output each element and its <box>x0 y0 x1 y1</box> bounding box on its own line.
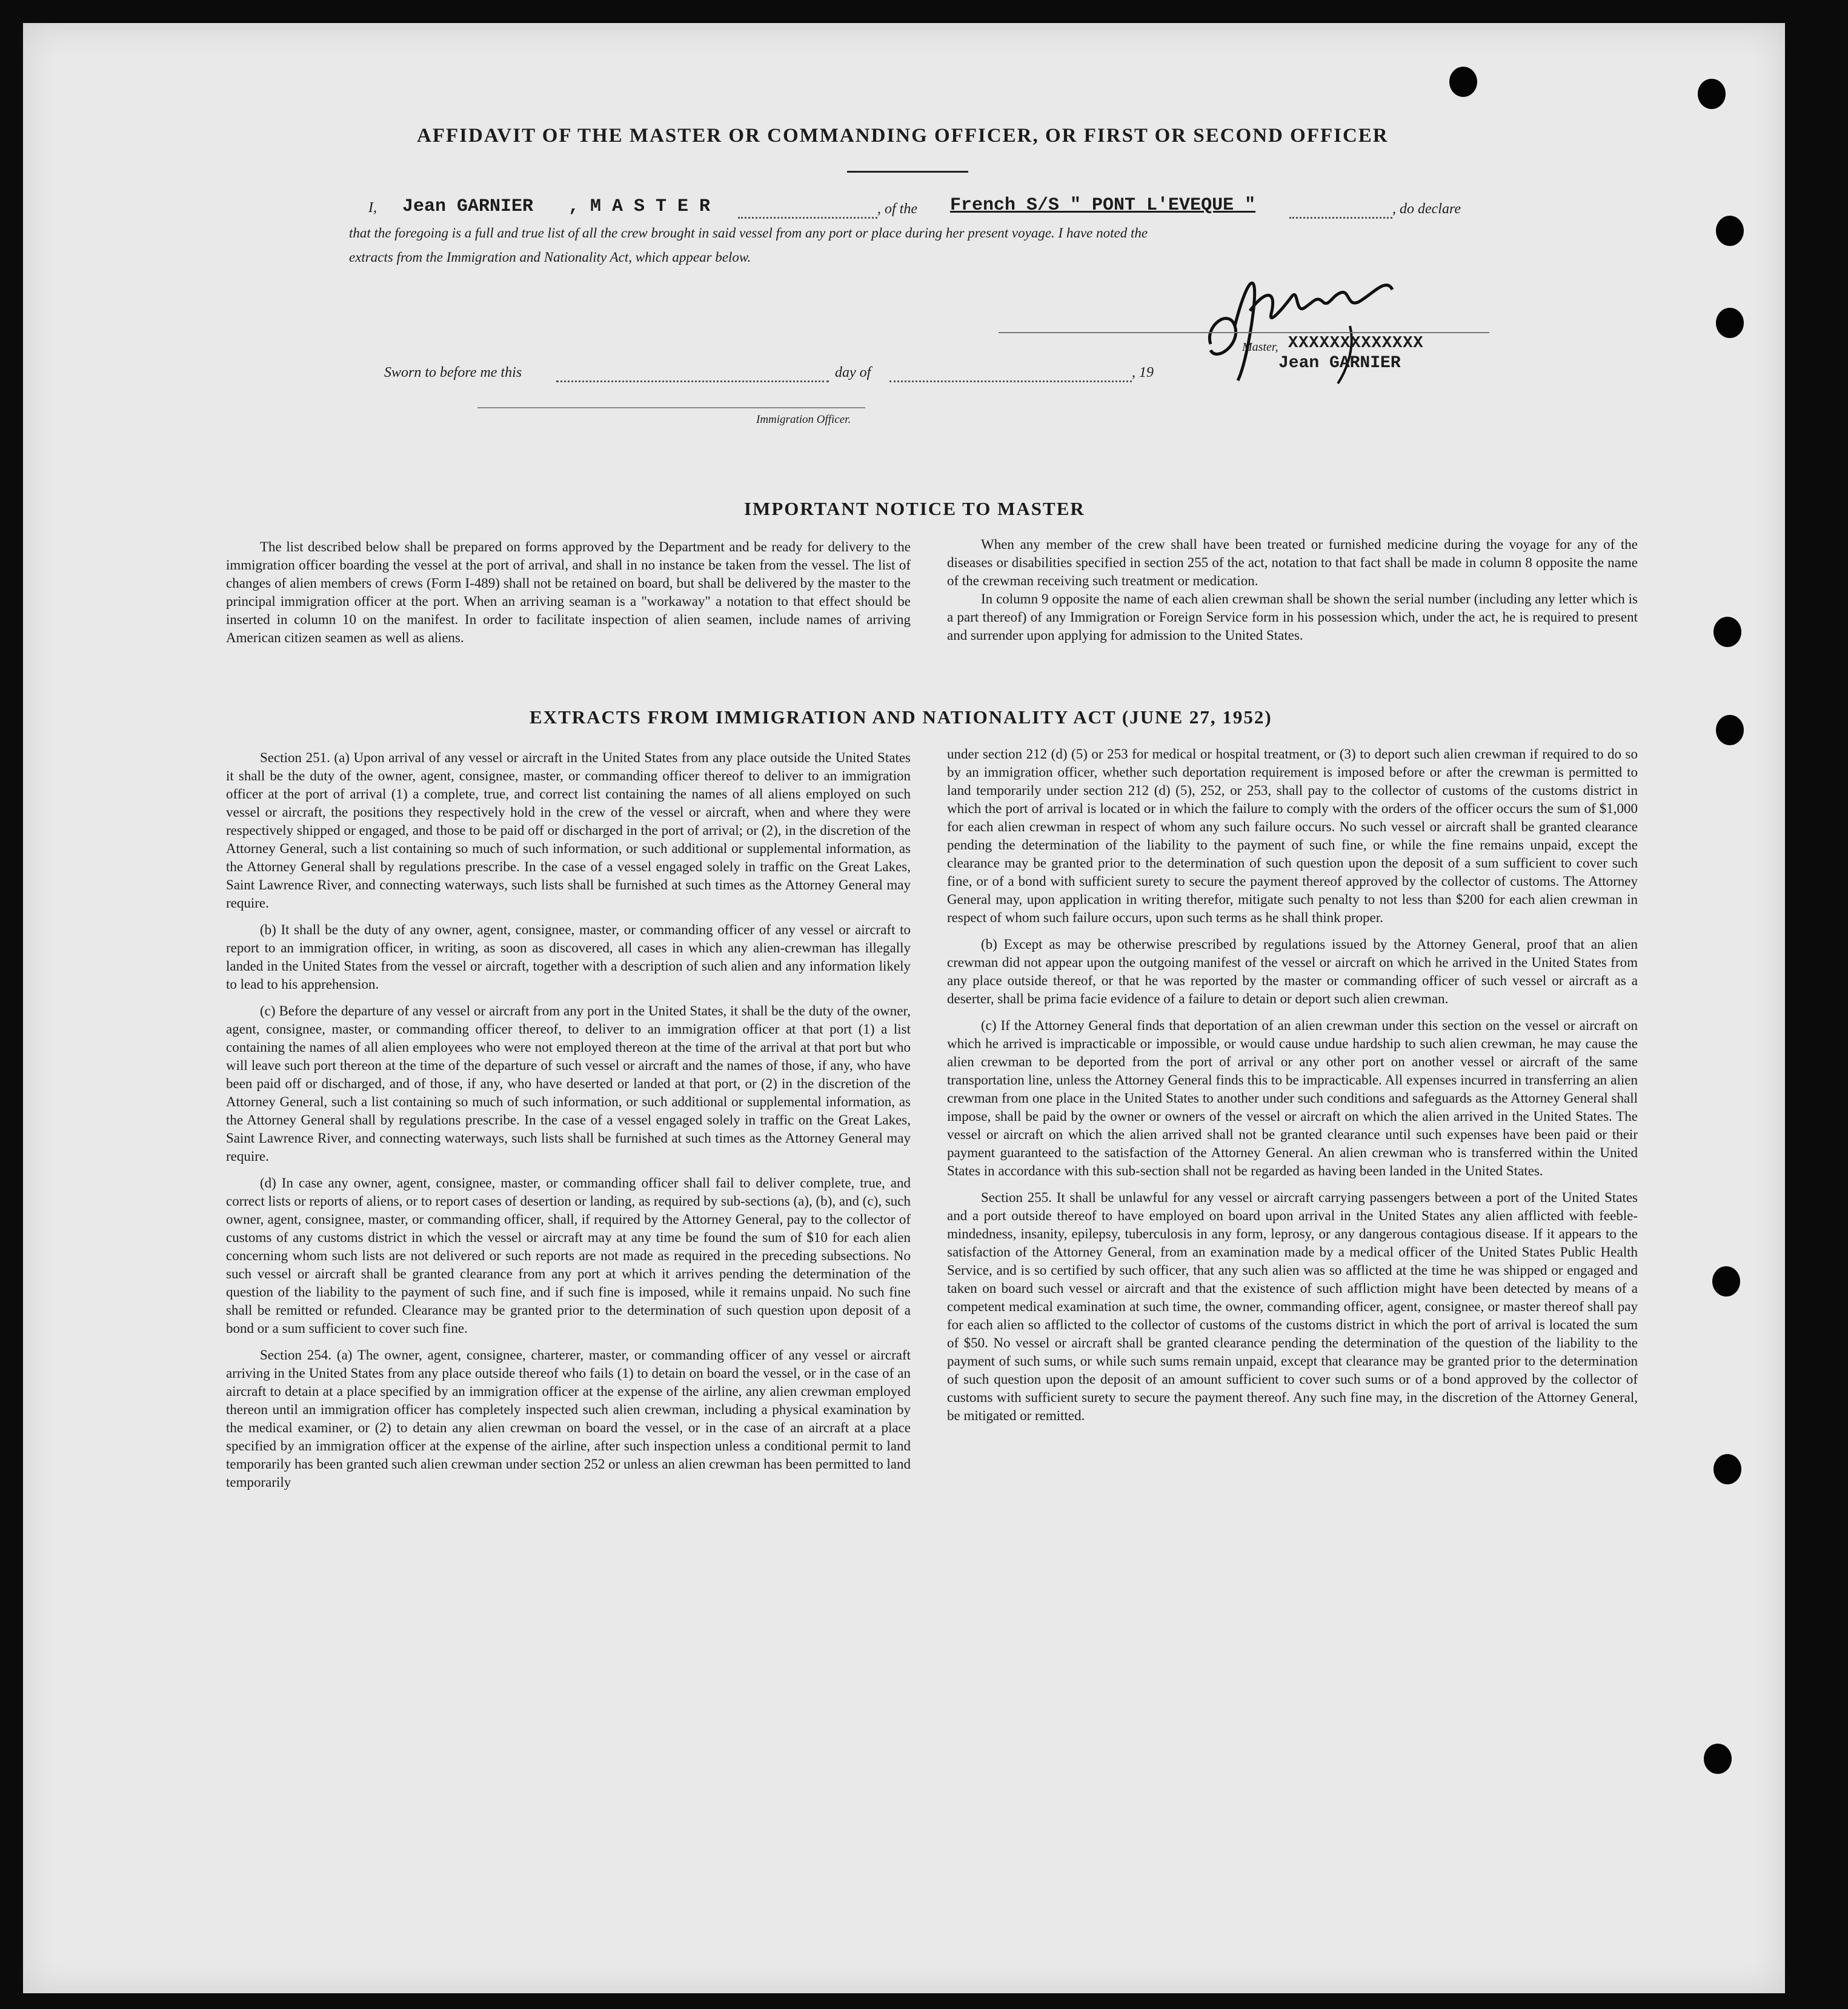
master-name: Jean GARNIER <box>402 196 534 217</box>
punch-hole <box>1713 617 1741 647</box>
master-label: Master, <box>1242 340 1278 354</box>
i-label: I, <box>368 200 377 216</box>
vessel-name: French S/S " PONT L'EVEQUE " <box>950 195 1256 216</box>
notice-left-column <box>226 538 911 656</box>
notice-left-text: The list described below shall be prepared on forms approved by the Department and be ready for delivery to the immigration officer boarding the vessel at the port of arrival, and shall in no instance be taken from the vessel. The list of changes of alien members of crews (Form I-489) shall not be retained on board, but shall be delivered by the master to the principal immigration officer at the port. When an arriving seaman is a "workaway" a notation to that effect should be inserted in column 10 on the manifest. In order to facilitate inspection of alien seamen, include names of arriving American citizen seamen as well as aliens. <box>226 539 911 645</box>
section-251-c: (c) Before the departure of any vessel or aircraft from any port in the United States, it shall be the duty of the owner, agent, consignee, master, or commanding officer thereof, to deliver to an immigration officer at that port (1) a list containing the names of all alien employees who were not employed thereon at the time of the arrival at that port but who will leave such port thereon at the time of the departure of such vessel or aircraft and the names of those, if any, who have been paid off or discharged, and of those, if any, who have deserted or landed at that port, or (2) in the discretion of the Attorney General, such a list containing so much of such information, or such additional or supplemental information, as the Attorney General shall by regulations prescribe. In the case of a vessel engaged solely in traffic on the Great Lakes, Saint Lawrence River, and connecting waterways, such lists shall be furnished at such times as the Attorney General may require. <box>226 1003 911 1164</box>
section-251-a: Section 251. (a) Upon arrival of any vessel or aircraft in the United States from any place outside the United States it shall be the duty of the owner, agent, consignee, master, or commanding officer thereof to deliver to an immigration officer at the port of arrival (1) a complete, true, and correct list containing the names of all aliens employed on such vessel or aircraft, the positions they respectively hold in the crew of the vessel or aircraft, when and where they were respectively shipped or engaged, and those to be paid off or discharged in the port of arrival; or (2), in the discretion of the Attorney General, such a list containing so much of such information, or such additional or supplemental information, as the Attorney General shall by regulations prescribe. In the case of a vessel engaged solely in traffic on the Great Lakes, Saint Lawrence River, and connecting waterways, such lists shall be furnished at such times as the Attorney General may require. <box>226 750 911 911</box>
section-251-b: (b) It shall be the duty of any owner, agent, consignee, master, or commanding officer of any vessel or aircraft to report to an immigration officer, in writing, as soon as discovered, all cases in which any alien-crewman has illegally landed in the United States from the vessel or aircraft, together with a description of such alien and any information likely to lead to his apprehension. <box>226 922 911 992</box>
punch-hole <box>1716 715 1744 745</box>
title-underline <box>847 171 968 173</box>
struck-text: XXXXXXXXXXXXX <box>1288 334 1424 353</box>
punch-hole <box>1704 1744 1732 1774</box>
declaration-line-3: extracts from the Immigration and Nationality Act, which appear below. <box>349 250 751 265</box>
section-251-d: (d) In case any owner, agent, consignee, master, or commanding officer shall fail to deliver complete, true, and correct lists or reports of aliens, or to report cases of desertion or landing, as required by sub-sections (a), (b), and (c), such owner, agent, consignee, master, or commanding officer, shall, if required by the Attorney General, pay to the collector of customs of any customs district in which the vessel or aircraft may at any time be found the sum of $10 for each alien concerning whom such lists are not delivered or such reports are not made as required in the preceding subsections. No such vessel or aircraft shall be granted clearance from any port at which it arrives pending the determination of the question of the liability to the payment of such fine, and if such fine is imposed, while it remains unpaid. No such fine shall be remitted or refunded. Clearance may be granted prior to the determination of such question upon deposit of a bond or a sum sufficient to cover such fine. <box>226 1175 911 1336</box>
day-of-label: day of <box>835 365 871 380</box>
section-255: Section 255. It shall be unlawful for any vessel or aircraft carrying passengers between a port of the United States and a port outside thereof to have employed on board upon arrival in the United States any alien afflicted with feeble-mindedness, insanity, epilepsy, tuberculosis in any form, leprosy, or any dangerous contagious disease. If it appears to the satisfaction of the Attorney General, from an examination made by a medical officer of the United States Public Health Service, and is so certified by such officer, that any such alien was so afflicted at the time he was shipped or engaged and taken on board such vessel or aircraft and that the existence of such affliction might have been detected by means of a competent medical examination at such time, the owner, commanding officer, agent, consignee, or master thereof shall pay for each alien so afflicted to the collector of customs of the customs district in which the port of arrival is located the sum of $50. No vessel or aircraft shall be granted clearance pending the determination of the question of the liability to the payment of such sums, or while such sums remain unpaid, except that clearance may be granted prior to the determination of such question upon the deposit of an amount sufficient to cover such sums or of a bond approved by the collector of customs with sufficient surety to secure the payment thereof. Any such fine may, in the discretion of the Attorney General, be mitigated or remitted. <box>947 1190 1638 1423</box>
of-the-label: , of the <box>877 201 917 217</box>
notice-heading: IMPORTANT NOTICE TO MASTER <box>744 498 1085 519</box>
punch-hole <box>1698 79 1726 109</box>
typed-master-name: Jean GARNIER <box>1278 354 1401 373</box>
extracts-left-column <box>226 749 911 1500</box>
year-label: , 19 <box>1132 365 1154 380</box>
officer-signature-line <box>477 407 865 408</box>
notice-right-text-1: When any member of the crew shall have been treated or furnished medicine during the voyage for any of the diseases or disabilities specified in section 255 of the act, notation to that fact shall be made in column 8 opposite the name of the crewman receiving such treatment or medication. <box>947 537 1638 588</box>
punch-hole <box>1716 308 1744 338</box>
punch-hole <box>1449 67 1477 97</box>
notice-right-column <box>947 536 1638 653</box>
do-declare-label: , do declare <box>1392 201 1461 217</box>
punch-hole <box>1712 1266 1740 1297</box>
section-254-a-continued: under section 212 (d) (5) or 253 for medical or hospital treatment, or (3) to deport such alien crewman if required to do so by an immigration officer, whether such deportation requirement is imposed before or after the crewman is permitted to land temporarily under section 212 (d) (5), 252, or 253, shall pay to the collector of customs of the customs district in which the port of arrival is located or in which the failure to comply with the orders of the officer occurs the sum of $1,000 for each alien crewman in respect of whom any such failure occurs. No such vessel or aircraft shall be granted clearance pending the determination of the liability to the payment of such fine, or while the fine remains unpaid, except the clearance may be granted prior to the determination of such question upon the deposit of a sum sufficient to cover such fine, or of a bond with sufficient surety to secure the payment thereof approved by the collector of customs. The Attorney General may, upon application in writing therefor, mitigate such penalty to not less than $200 for each alien crewman in respect of whom such failure occurs, upon such terms as he shall think proper. <box>947 746 1638 925</box>
punch-hole <box>1716 216 1744 246</box>
section-254-c: (c) If the Attorney General finds that deportation of an alien crewman under this section on the vessel or aircraft on which he arrived is impracticable or impossible, or would cause undue hardship to such alien crewman, he may cause the alien crewman to be deported from the port of arrival or any other port on another vessel or aircraft of the same transportation line, unless the Attorney General finds this to be impracticable. All expenses incurred in transferring an alien crewman from one place in the United States to another under such conditions and safeguards as the Attorney General shall impose, shall be paid by the owner or owners of the vessel or aircraft on which the alien arrived in the United States. The vessel or aircraft on which the alien arrived shall not be granted clearance until such expenses have been paid or their payment guaranteed to the satisfaction of the Attorney General. An alien crewman who is transferred within the United States in accordance with this sub-section shall not be regarded as having been landed in the United States. <box>947 1018 1638 1178</box>
document-page <box>23 23 1785 1993</box>
extracts-heading: EXTRACTS FROM IMMIGRATION AND NATIONALITY ACT (JUNE 27, 1952) <box>530 706 1272 728</box>
declaration-line-2: that the foregoing is a full and true list of all the crew brought in said vessel from any port or place during her present voyage. I have noted the <box>349 225 1148 241</box>
notice-right-text-2: In column 9 opposite the name of each alien crewman shall be shown the serial number (including any letter which is a part thereof) of any Immigration or Foreign Service form in his possession which, under the act, he is required to present and surrender upon applying for admission to the United States. <box>947 591 1638 643</box>
affidavit-title: AFFIDAVIT OF THE MASTER OR COMMANDING OFFICER, OR FIRST OR SECOND OFFICER <box>417 125 1389 147</box>
section-254-b: (b) Except as may be otherwise prescribed by regulations issued by the Attorney General, proof that an alien crewman did not appear upon the outgoing manifest of the vessel or aircraft on which he arrived in the United States from any place outside thereof, or that he was reported by the master or commanding officer of such vessel or aircraft as a deserter, shall be prima facie evidence of a failure to detain or deport such alien crewman. <box>947 937 1638 1006</box>
signature-line <box>999 332 1489 333</box>
section-254-a: Section 254. (a) The owner, agent, consignee, charterer, master, or commanding officer of any vessel or aircraft arriving in the United States from any place outside thereof who fails (1) to detain on board the vessel, or in the case of an aircraft to detain at a place specified by an immigration officer at the expense of the airline, any alien crewman employed thereon until an immigration officer has completely inspected such alien crewman, including a physical examination by the medical examiner, or (2) to detain any alien crewman on board the vessel, or in the case of an aircraft at a place specified by an immigration officer at the expense of the airline, after such inspection unless a conditional permit to land temporarily has been granted such alien crewman under section 252 or unless an alien crewman has been permitted to land temporarily <box>226 1347 911 1490</box>
immigration-officer-label: Immigration Officer. <box>756 413 851 426</box>
sworn-label: Sworn to before me this <box>384 365 522 380</box>
master-rank: , M A S T E R <box>568 196 711 217</box>
punch-hole <box>1713 1454 1741 1484</box>
extracts-right-column <box>947 745 1638 1433</box>
